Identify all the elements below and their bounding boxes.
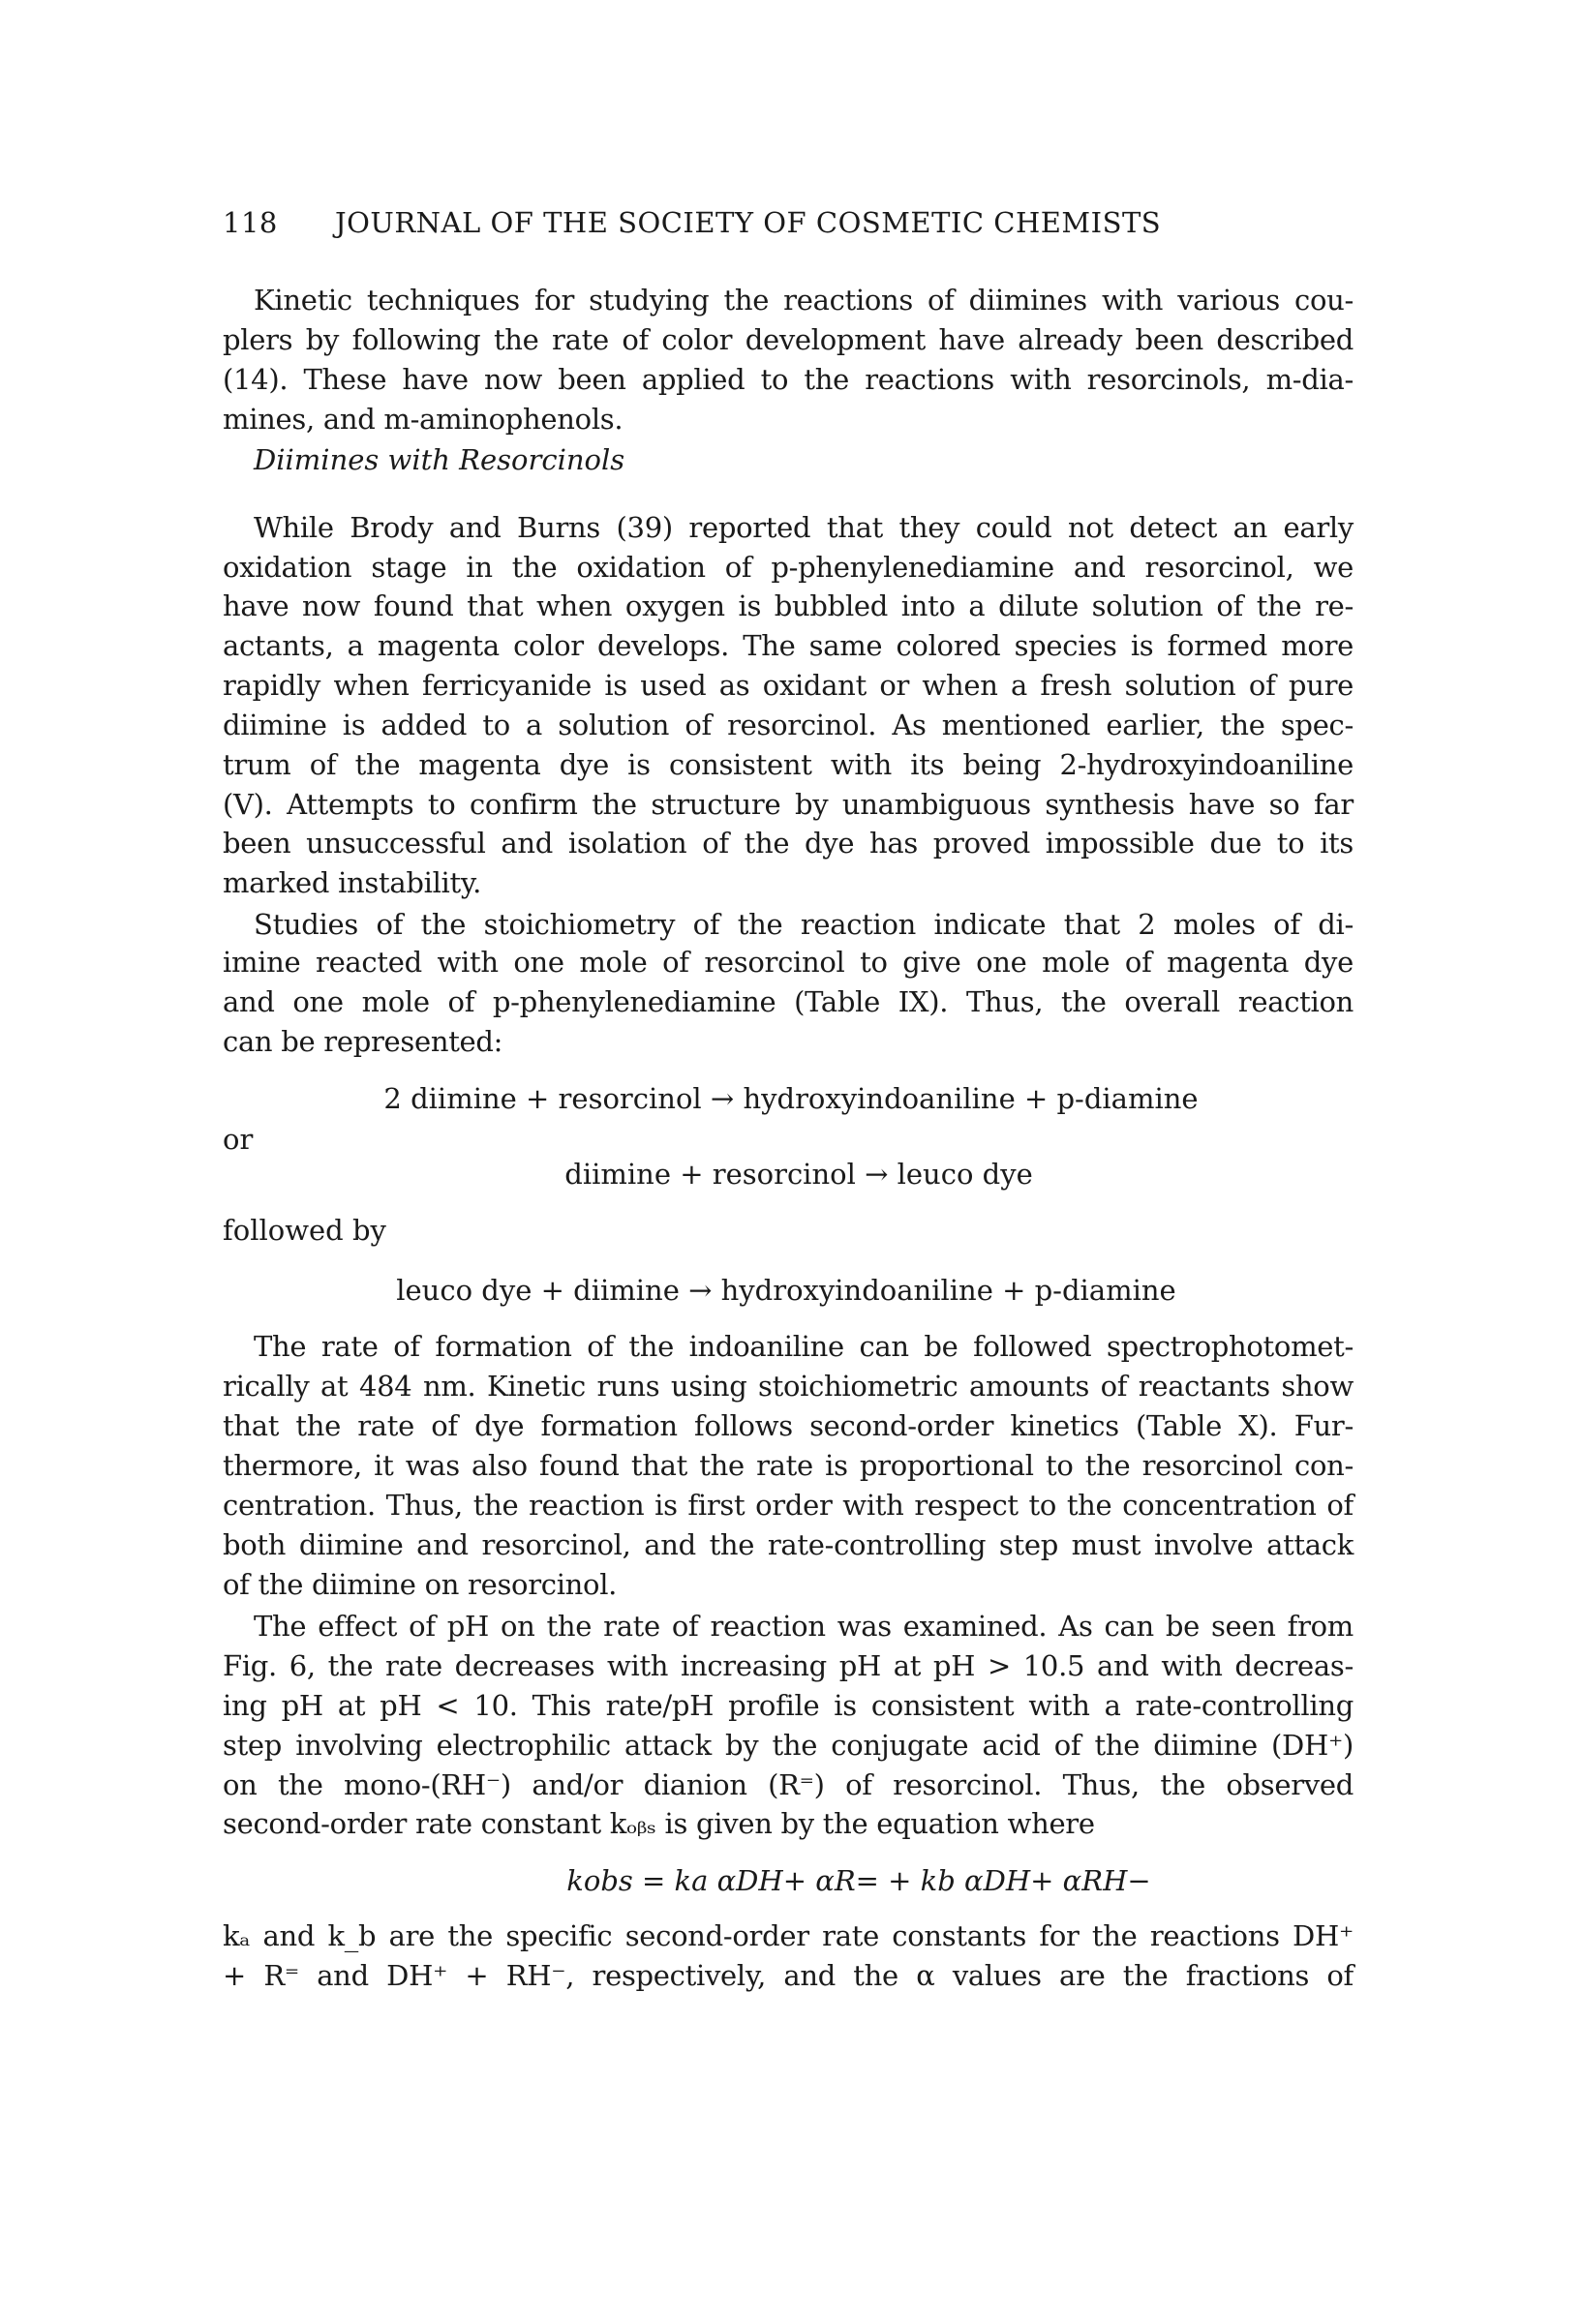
text-line: rically at 484 nm. Kinetic runs using stoichiometric amounts of reactants show (223, 1370, 1354, 1403)
text-line: ing pH at pH < 10. This rate/pH profile is consistent with a rate-controlling (223, 1689, 1354, 1722)
text-line: Studies of the stoichiometry of the reaction indicate that 2 moles of di- (254, 908, 1354, 941)
section-heading: Diimines with Resorcinols (254, 443, 625, 476)
text-line: imine reacted with one mole of resorcinol to give one mole of magenta dye (223, 946, 1354, 979)
text-line: rapidly when ferricyanide is used as oxidant or when a fresh solution of pure (223, 669, 1354, 702)
text-line: + R⁼ and DH⁺ + RH⁻, respectively, and the α values are the fractions of (223, 1959, 1354, 1992)
text-line: both diimine and resorcinol, and the rate-controlling step must involve attack (223, 1528, 1354, 1561)
rate-equation: kobs = ka αDH+ αR= + kb αDH+ αRH− (566, 1864, 1151, 1897)
text-line: Kinetic techniques for studying the reactions of diimines with various cou- (254, 284, 1354, 317)
text-line: thermore, it was also found that the rate is proportional to the resorcinol con- (223, 1449, 1354, 1482)
text-line: Fig. 6, the rate decreases with increasing pH at pH > 10.5 and with decreas- (223, 1649, 1354, 1682)
text-line: kₐ and k_b are the specific second-order rate constants for the reactions DH⁺ (223, 1919, 1354, 1952)
text-line: The rate of formation of the indoaniline can be followed spectrophotomet- (254, 1330, 1354, 1363)
text-line: oxidation stage in the oxidation of p-phenylenediamine and resorcinol, we (223, 551, 1354, 584)
text-line: that the rate of dye formation follows second-order kinetics (Table X). Fur- (223, 1409, 1354, 1442)
text-line: trum of the magenta dye is consistent with its being 2-hydroxyindoaniline (223, 748, 1354, 781)
text-line: The effect of pH on the rate of reaction was examined. As can be seen from (254, 1610, 1354, 1643)
text-line: diimine is added to a solution of resorcinol. As mentioned earlier, the spec- (223, 709, 1354, 741)
text-line: (V). Attempts to confirm the structure by unambiguous synthesis have so far (223, 788, 1354, 821)
followed-by-label: followed by (223, 1214, 386, 1247)
text-line: While Brody and Burns (39) reported that they could not detect an early (254, 511, 1354, 544)
equation-step-2: leuco dye + diimine → hydroxyindoaniline + p-diamine (396, 1274, 1176, 1307)
page-number: 118 (223, 206, 278, 239)
running-header: JOURNAL OF THE SOCIETY OF COSMETIC CHEMISTS (335, 206, 1162, 239)
text-line: of the diimine on resorcinol. (223, 1568, 618, 1601)
equation-step-1: diimine + resorcinol → leuco dye (564, 1158, 1033, 1191)
text-line: plers by following the rate of color development have already been described (223, 323, 1354, 356)
or-label: or (223, 1123, 254, 1156)
text-line: and one mole of p-phenylenediamine (Table IX). Thus, the overall reaction (223, 985, 1354, 1018)
text-line: second-order rate constant kₒᵦₛ is given by the equation where (223, 1807, 1095, 1840)
text-line: centration. Thus, the reaction is first order with respect to the concentration of (223, 1489, 1354, 1522)
text-line: on the mono-(RH⁻) and/or dianion (R⁼) of resorcinol. Thus, the observed (223, 1768, 1354, 1801)
text-line: been unsuccessful and isolation of the dye has proved impossible due to its (223, 827, 1354, 860)
text-line: marked instability. (223, 866, 482, 899)
text-line: step involving electrophilic attack by the conjugate acid of the diimine (DH⁺) (223, 1729, 1354, 1762)
text-line: actants, a magenta color develops. The same colored species is formed more (223, 629, 1354, 662)
text-line: (14). These have now been applied to the reactions with resorcinols, m-dia- (223, 363, 1354, 396)
equation-overall: 2 diimine + resorcinol → hydroxyindoaniline + p-diamine (383, 1082, 1199, 1115)
text-line: mines, and m-aminophenols. (223, 403, 624, 436)
text-line: can be represented: (223, 1025, 503, 1058)
text-line: have now found that when oxygen is bubbled into a dilute solution of the re- (223, 589, 1354, 622)
